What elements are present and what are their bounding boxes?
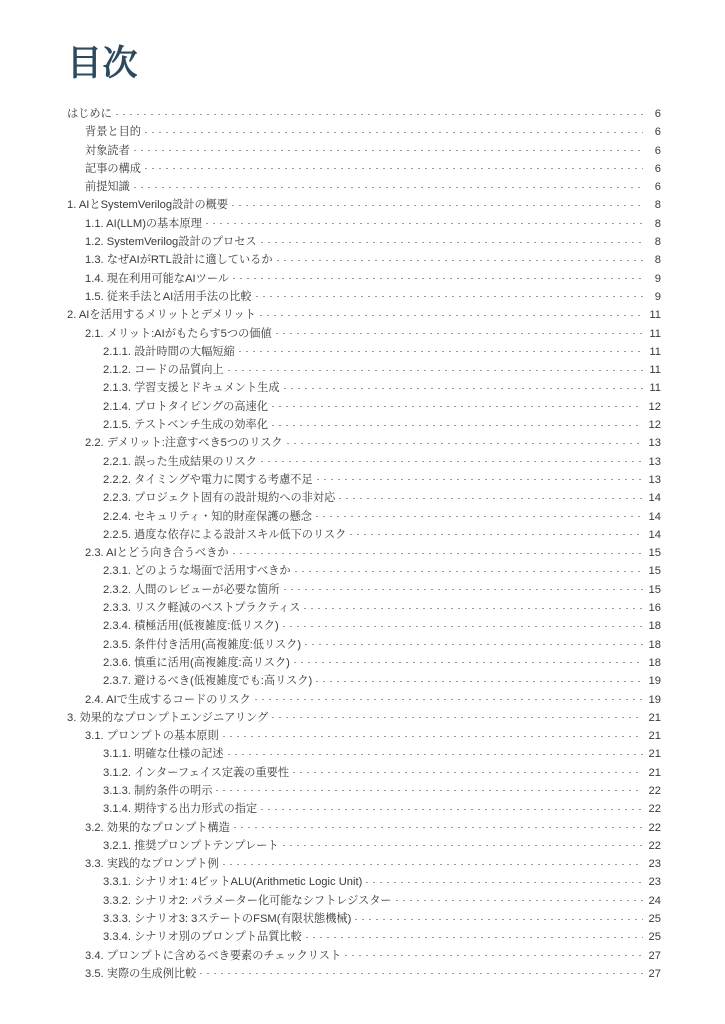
toc-entry[interactable]	[0, 251, 725, 269]
toc-entry-label: 2.2.2. タイミングや電力に関する考慮不足	[103, 473, 313, 486]
toc-entry-label: 2.1.1. 設計時間の大幅短縮	[103, 345, 235, 358]
toc-entry-label: 3.1.3. 制約条件の明示	[103, 784, 213, 797]
toc-entry-page-number: 13	[648, 473, 661, 486]
toc-entry[interactable]	[0, 325, 725, 343]
toc-entry-page-number: 13	[648, 455, 661, 468]
toc-entry-label: 3.3.3. シナリオ3: 3ステートのFSM(有限状態機械)	[103, 913, 352, 926]
toc-entry[interactable]	[0, 453, 725, 471]
toc-entry[interactable]	[0, 581, 725, 599]
toc-entry-label: 3.3.2. シナリオ2: パラメーター化可能なシフトレジスター	[103, 894, 392, 907]
toc-entry-label: 2.3.3. リスク軽減のベストプラクティス	[103, 602, 301, 615]
toc-entry[interactable]	[0, 508, 725, 526]
toc-entry-label: 2.1.2. コードの品質向上	[103, 364, 224, 377]
toc-entry-label: 2.2.1. 誤った生成結果のリスク	[103, 455, 257, 468]
toc-entry-label: 3.2. 効果的なプロンプト構造	[85, 821, 230, 834]
toc-entry[interactable]	[0, 636, 725, 654]
toc-dot-leader	[316, 516, 643, 517]
toc-entry-page-number: 13	[648, 437, 661, 450]
toc-entry-label: 1.2. SystemVerilog設計のプロセス	[85, 236, 257, 249]
toc-entry-label: 2.2. デメリット:注意すべき5つのリスク	[85, 437, 283, 450]
toc-entry[interactable]	[0, 910, 725, 928]
toc-entry-page-number: 18	[648, 638, 661, 651]
toc-dot-leader	[287, 443, 643, 444]
toc-dot-leader	[228, 370, 643, 371]
toc-entry[interactable]	[0, 617, 725, 635]
toc-dot-leader	[317, 479, 643, 480]
toc-entry-label: 2.3.6. 慎重に活用(高複雑度:高リスク)	[103, 656, 290, 669]
toc-entry[interactable]	[0, 142, 725, 160]
toc-entry-label: 2.4. AIで生成するコードのリスク	[85, 693, 251, 706]
toc-entry-page-number: 25	[648, 913, 661, 926]
toc-entry-label: 3.3.1. シナリオ1: 4ビットALU(Arithmetic Logic Unit)	[103, 876, 363, 889]
toc-entry-label: 1.3. なぜAIがRTL設計に適しているか	[85, 254, 273, 267]
toc-entry-label: 2.1.3. 学習支援とドキュメント生成	[103, 382, 280, 395]
toc-dot-leader	[200, 973, 643, 974]
toc-dot-leader	[232, 205, 643, 206]
toc-entry-label: 2.3.1. どのような場面で活用すべきか	[103, 565, 291, 578]
toc-dot-leader	[350, 534, 643, 535]
toc-entry-label: 3.5. 実際の生成例比較	[85, 967, 197, 980]
toc-dot-leader	[304, 608, 643, 609]
toc-entry[interactable]	[0, 489, 725, 507]
toc-entry[interactable]	[0, 873, 725, 891]
toc-entry-page-number: 21	[648, 748, 661, 761]
toc-entry[interactable]	[0, 965, 725, 983]
toc-dot-leader	[233, 553, 643, 554]
toc-entry[interactable]	[0, 837, 725, 855]
toc-entry-page-number: 15	[648, 583, 661, 596]
toc-entry-page-number: 15	[648, 547, 661, 560]
toc-entry-page-number: 22	[648, 803, 661, 816]
toc-entry-page-number: 23	[648, 858, 661, 871]
toc-entry-page-number: 14	[648, 492, 661, 505]
toc-dot-leader	[261, 809, 643, 810]
toc-entry-page-number: 8	[654, 199, 661, 212]
toc-entry-page-number: 21	[648, 766, 661, 779]
toc-dot-leader	[206, 223, 643, 224]
toc-entry-label: 1.5. 従来手法とAI活用手法の比較	[85, 290, 252, 303]
toc-entry-page-number: 19	[648, 693, 661, 706]
toc-dot-leader	[223, 736, 643, 737]
toc-entry-page-number: 6	[654, 162, 661, 175]
toc-dot-leader	[239, 351, 643, 352]
toc-entry-label: 3.1.4. 期待する出力形式の指定	[103, 803, 258, 816]
toc-entry-page-number: 27	[648, 967, 661, 980]
toc-entry-label: 3.1. プロンプトの基本原則	[85, 730, 219, 743]
toc-dot-leader	[233, 278, 643, 279]
table-of-contents	[0, 105, 725, 983]
toc-entry-label: 1. AIとSystemVerilog設計の概要	[67, 199, 229, 212]
toc-dot-leader	[366, 882, 643, 883]
toc-entry-label: 2. AIを活用するメリットとデメリット	[67, 309, 256, 322]
toc-entry-label: 3.1.1. 明確な仕様の記述	[103, 748, 224, 761]
toc-dot-leader	[145, 132, 643, 133]
toc-entry-page-number: 8	[654, 217, 661, 230]
toc-entry-page-number: 22	[648, 784, 661, 797]
toc-entry-label: 2.1.5. テストベンチ生成の効率化	[103, 419, 268, 432]
toc-entry-label: 3.4. プロンプトに含めるべき要素のチェックリスト	[85, 949, 342, 962]
toc-entry-label: 3.2.1. 推奨プロンプトテンプレート	[103, 839, 279, 852]
toc-entry-page-number: 15	[648, 565, 661, 578]
toc-entry[interactable]	[0, 361, 725, 379]
toc-entry[interactable]	[0, 123, 725, 141]
toc-entry[interactable]	[0, 727, 725, 745]
toc-entry[interactable]	[0, 709, 725, 727]
toc-entry[interactable]	[0, 855, 725, 873]
toc-dot-leader	[355, 919, 643, 920]
toc-entry-page-number: 27	[648, 949, 661, 962]
toc-entry[interactable]	[0, 160, 725, 178]
toc-entry[interactable]	[0, 928, 725, 946]
toc-entry-page-number: 18	[648, 656, 661, 669]
toc-entry-page-number: 8	[654, 254, 661, 267]
toc-entry[interactable]	[0, 233, 725, 251]
toc-entry-page-number: 6	[654, 126, 661, 139]
toc-dot-leader	[145, 168, 643, 169]
toc-dot-leader	[260, 315, 643, 316]
toc-dot-leader	[284, 589, 643, 590]
toc-entry-label: 1.4. 現在利用可能なAIツール	[85, 272, 229, 285]
toc-entry[interactable]	[0, 800, 725, 818]
toc-entry-page-number: 6	[654, 144, 661, 157]
toc-entry-label: 2.1.4. プロトタイピングの高速化	[103, 400, 268, 413]
toc-entry-page-number: 11	[649, 345, 661, 358]
toc-entry-page-number: 14	[648, 528, 661, 541]
toc-entry[interactable]	[0, 654, 725, 672]
toc-dot-leader	[306, 937, 643, 938]
toc-entry-page-number: 11	[649, 327, 661, 340]
toc-entry[interactable]	[0, 764, 725, 782]
toc-dot-leader	[283, 845, 643, 846]
toc-dot-leader	[277, 260, 643, 261]
toc-entry[interactable]	[0, 691, 725, 709]
toc-entry[interactable]	[0, 819, 725, 837]
toc-dot-leader	[345, 955, 643, 956]
toc-entry-page-number: 6	[654, 108, 661, 120]
toc-entry-page-number: 11	[649, 382, 661, 395]
toc-dot-leader	[228, 754, 643, 755]
toc-entry-label: 対象読者	[85, 144, 130, 157]
toc-dot-leader	[134, 187, 643, 188]
toc-entry-page-number: 21	[648, 730, 661, 743]
toc-entry-label: 3.3.4. シナリオ別のプロンプト品質比較	[103, 931, 302, 944]
toc-dot-leader	[134, 150, 643, 151]
toc-dot-leader	[339, 498, 643, 499]
toc-entry[interactable]	[0, 892, 725, 910]
toc-entry-label: 2.2.3. プロジェクト固有の設計規約への非対応	[103, 492, 336, 505]
toc-entry[interactable]	[0, 306, 725, 324]
toc-dot-leader	[216, 790, 643, 791]
toc-entry-page-number: 12	[648, 400, 661, 413]
toc-entry[interactable]	[0, 526, 725, 544]
toc-entry[interactable]	[0, 599, 725, 617]
toc-entry-page-number: 6	[654, 181, 661, 194]
toc-entry[interactable]	[0, 343, 725, 361]
toc-dot-leader	[116, 114, 643, 115]
toc-entry-page-number: 14	[648, 510, 661, 523]
toc-entry-label: 2.3.7. 避けるべき(低複雑度でも:高リスク)	[103, 675, 313, 688]
toc-dot-leader	[261, 242, 643, 243]
toc-dot-leader	[305, 644, 643, 645]
toc-entry[interactable]	[0, 196, 725, 214]
toc-dot-leader	[255, 699, 643, 700]
toc-dot-leader	[316, 681, 643, 682]
toc-entry[interactable]	[0, 947, 725, 965]
toc-entry[interactable]	[0, 215, 725, 233]
toc-entry-label: 3.3. 実践的なプロンプト例	[85, 858, 219, 871]
toc-dot-leader	[396, 900, 643, 901]
toc-entry-page-number: 11	[649, 364, 661, 377]
toc-entry[interactable]	[0, 288, 725, 306]
toc-entry-page-number: 22	[648, 821, 661, 834]
toc-entry[interactable]	[0, 416, 725, 434]
toc-dot-leader	[276, 333, 643, 334]
toc-entry[interactable]	[0, 434, 725, 452]
toc-entry-label: 2.3.4. 積極活用(低複雑度:低リスク)	[103, 620, 279, 633]
toc-entry[interactable]	[0, 745, 725, 763]
toc-entry[interactable]	[0, 105, 725, 123]
toc-dot-leader	[223, 864, 643, 865]
toc-entry-page-number: 11	[649, 309, 661, 322]
page-title: 目次	[67, 44, 139, 83]
toc-entry-label: 2.2.4. セキュリティ・知的財産保護の懸念	[103, 510, 312, 523]
toc-entry-label: はじめに	[67, 108, 112, 120]
toc-dot-leader	[272, 425, 643, 426]
toc-entry-page-number: 19	[648, 675, 661, 688]
toc-entry-label: 背景と目的	[85, 126, 141, 139]
toc-entry-page-number: 9	[654, 272, 661, 285]
toc-entry-page-number: 22	[648, 839, 661, 852]
toc-entry-label: 前提知識	[85, 181, 130, 194]
toc-entry[interactable]	[0, 544, 725, 562]
toc-dot-leader	[234, 827, 643, 828]
toc-entry-label: 2.3.5. 条件付き活用(高複雑度:低リスク)	[103, 638, 302, 651]
toc-dot-leader	[272, 406, 643, 407]
toc-dot-leader	[294, 662, 643, 663]
toc-entry-label: 記事の構成	[85, 162, 141, 175]
toc-entry[interactable]	[0, 178, 725, 196]
toc-entry[interactable]	[0, 562, 725, 580]
toc-dot-leader	[295, 571, 643, 572]
toc-entry-page-number: 23	[648, 876, 661, 889]
toc-entry-label: 2.2.5. 過度な依存による設計スキル低下のリスク	[103, 528, 347, 541]
toc-entry[interactable]	[0, 379, 725, 397]
toc-entry-page-number: 24	[648, 894, 661, 907]
toc-entry-page-number: 12	[648, 419, 661, 432]
toc-entry[interactable]	[0, 782, 725, 800]
toc-entry-label: 2.3. AIとどう向き合うべきか	[85, 547, 229, 560]
toc-entry-label: 2.3.2. 人間のレビューが必要な箇所	[103, 583, 280, 596]
toc-entry-label: 3.1.2. インターフェイス定義の重要性	[103, 766, 290, 779]
toc-entry[interactable]	[0, 471, 725, 489]
toc-entry-page-number: 18	[648, 620, 661, 633]
toc-entry-label: 3. 効果的なプロンプトエンジニアリング	[67, 711, 269, 724]
toc-entry-page-number: 8	[654, 236, 661, 249]
toc-entry[interactable]	[0, 672, 725, 690]
toc-entry-page-number: 21	[648, 711, 661, 724]
toc-entry-page-number: 9	[654, 290, 661, 303]
toc-entry-label: 2.1. メリット:AIがもたらす5つの価値	[85, 327, 272, 340]
toc-dot-leader	[284, 388, 643, 389]
toc-entry[interactable]	[0, 398, 725, 416]
toc-entry-label: 1.1. AI(LLM)の基本原理	[85, 217, 202, 230]
toc-dot-leader	[283, 626, 643, 627]
toc-dot-leader	[293, 772, 643, 773]
toc-entry-page-number: 25	[648, 931, 661, 944]
toc-dot-leader	[272, 717, 643, 718]
toc-dot-leader	[256, 296, 643, 297]
toc-entry-page-number: 16	[648, 602, 661, 615]
toc-dot-leader	[261, 461, 643, 462]
toc-entry[interactable]	[0, 270, 725, 288]
